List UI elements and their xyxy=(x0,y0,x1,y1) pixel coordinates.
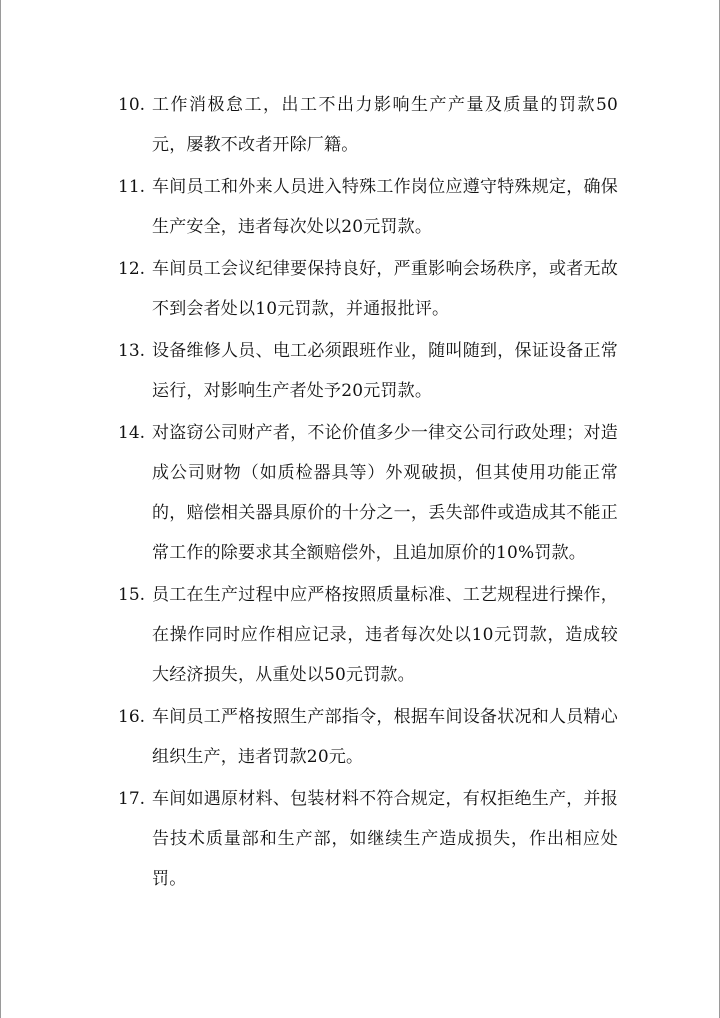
rule-number: 16. xyxy=(118,707,146,727)
page-border-left xyxy=(0,0,1,1018)
rule-number: 12. xyxy=(118,259,146,279)
rule-item-13 xyxy=(118,331,618,411)
rule-number: 11. xyxy=(118,177,146,197)
rule-item-14 xyxy=(118,413,618,573)
rule-item-10 xyxy=(118,85,618,165)
rule-item-16 xyxy=(118,697,618,777)
rule-number: 17. xyxy=(118,789,146,809)
rule-item-12 xyxy=(118,249,618,329)
rule-text: 工作消极怠工，出工不出力影响生产产量及质量的罚款50元，屡教不改者开除厂籍。 xyxy=(152,95,618,155)
rules-list xyxy=(118,85,618,901)
rule-number: 15. xyxy=(118,585,146,605)
rule-text: 车间员工和外来人员进入特殊工作岗位应遵守特殊规定，确保生产安全，违者每次处以20元罚款。 xyxy=(152,177,618,237)
rule-number: 14. xyxy=(118,423,146,443)
rule-item-15 xyxy=(118,575,618,695)
rule-item-11 xyxy=(118,167,618,247)
rule-text: 车间如遇原材料、包装材料不符合规定，有权拒绝生产，并报告技术质量部和生产部，如继续生产造成损失，作出相应处罚。 xyxy=(152,789,618,889)
rule-number: 10. xyxy=(118,95,146,115)
rule-number: 13. xyxy=(118,341,146,361)
rule-text: 车间员工会议纪律要保持良好，严重影响会场秩序，或者无故不到会者处以10元罚款，并通报批评。 xyxy=(152,259,618,319)
rule-text: 设备维修人员、电工必须跟班作业，随叫随到，保证设备正常运行，对影响生产者处予20元罚款。 xyxy=(152,341,618,401)
rule-item-17 xyxy=(118,779,618,899)
rule-text: 车间员工严格按照生产部指令，根据车间设备状况和人员精心组织生产，违者罚款20元。 xyxy=(152,707,618,767)
rule-text: 员工在生产过程中应严格按照质量标准、工艺规程进行操作，在操作同时应作相应记录，违者每次处以10元罚款，造成较大经济损失，从重处以50元罚款。 xyxy=(152,585,618,685)
rule-text: 对盗窃公司财产者，不论价值多少一律交公司行政处理；对造成公司财物（如质检器具等）外观破损，但其使用功能正常的，赔偿相关器具原价的十分之一，丢失部件或造成其不能正常工作的除要求其全额赔偿外，且追加原价的10%罚款。 xyxy=(152,423,618,563)
